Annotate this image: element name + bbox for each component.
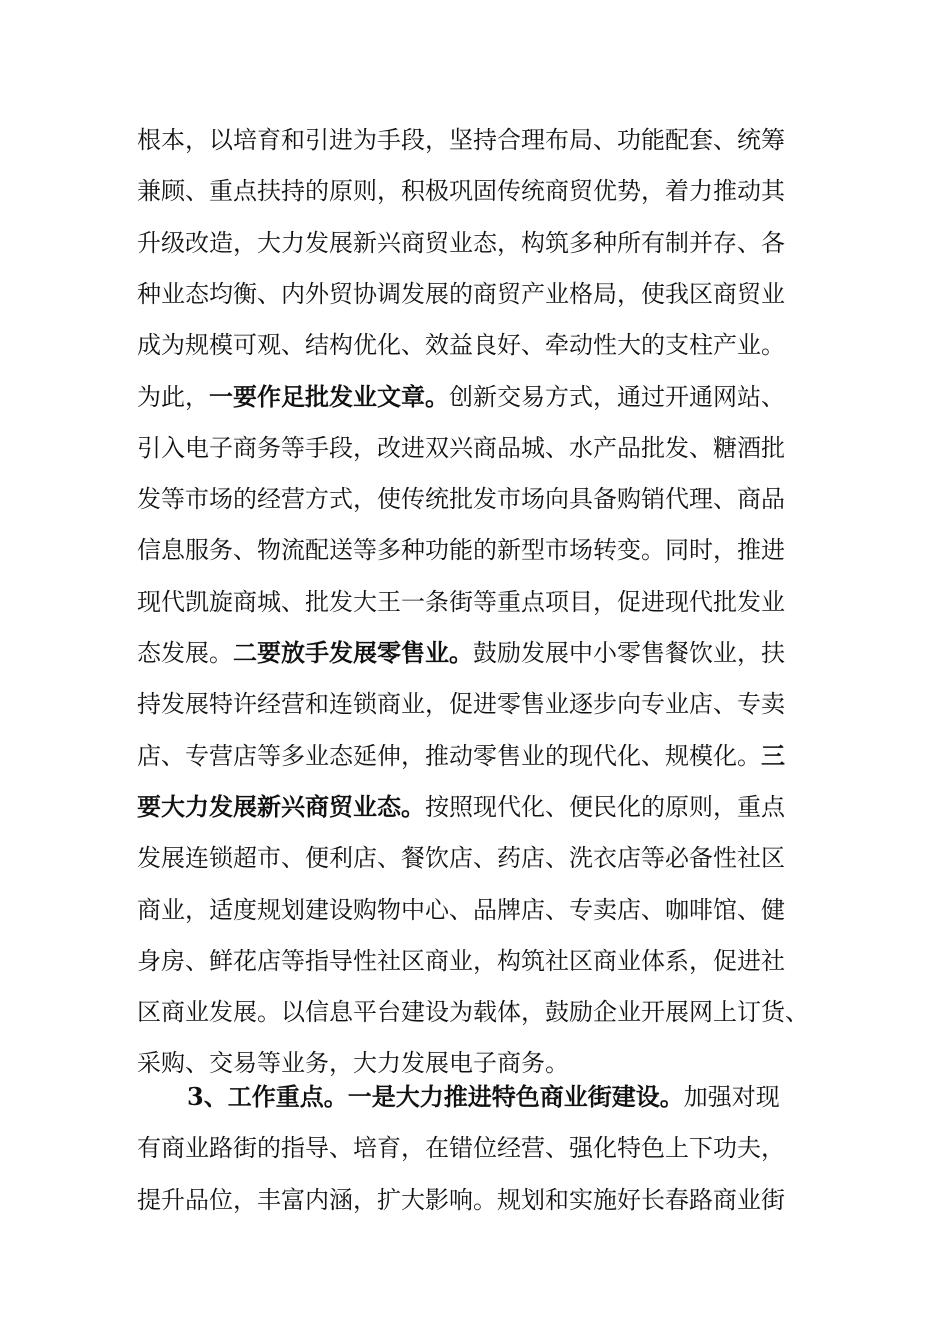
bold-text-segment: 二要放手发展零售业。: [233, 638, 473, 667]
text-segment: 提升品位，丰富内涵，扩大影响。规划和实施好长春路商业街: [137, 1185, 785, 1214]
text-segment: 发等市场的经营方式，使传统批发市场向具备购销代理、商品: [137, 485, 785, 514]
text-segment: 区商业发展。以信息平台建设为载体，鼓励企业开展网上订货、: [137, 998, 809, 1027]
text-segment: 现代凯旋商城、批发大王一条街等重点项目，促进现代批发业: [137, 587, 785, 616]
text-segment: 引入电子商务等手段，改进双兴商品城、水产品批发、糖酒批: [137, 433, 785, 462]
text-segment: 兼顾、重点扶持的原则，积极巩固传统商贸优势，着力推动其: [137, 177, 785, 206]
text-segment: 根本，以培育和引进为手段，坚持合理布局、功能配套、统筹: [137, 126, 785, 154]
text-line: [137, 171, 785, 211]
text-segment: 成为规模可观、结构优化、效益良好、牵动性大的支柱产业。: [137, 331, 785, 360]
text-segment: 持发展特许经营和连锁商业，促进零售业逐步向专业店、专卖: [137, 690, 785, 719]
text-segment: 采购、交易等业务，大力发展电子商务。: [137, 1049, 569, 1078]
text-line: [137, 684, 785, 724]
text-line: [137, 838, 785, 878]
bold-text-segment: 3、工作重点。一是大力推进特色商业街建设。: [187, 1082, 684, 1111]
text-line: [137, 992, 809, 1032]
text-line: [137, 582, 785, 622]
text-line: [137, 530, 785, 570]
text-line: [137, 736, 785, 776]
text-segment: 按照现代化、便民化的原则，重点: [425, 792, 785, 821]
text-segment: 为此，: [137, 382, 209, 411]
text-line: [137, 120, 785, 160]
text-line: [137, 223, 785, 263]
text-segment: 创新交易方式，通过开通网站、: [449, 382, 785, 411]
text-segment: 信息服务、物流配送等多种功能的新型市场转变。同时，推进: [137, 536, 785, 565]
text-line: [137, 941, 785, 981]
text-line: [137, 633, 785, 673]
text-line: [187, 1077, 780, 1117]
text-segment: 发展连锁超市、便利店、餐饮店、药店、洗衣店等必备性社区: [137, 844, 785, 873]
text-line: [137, 377, 785, 417]
text-line: [137, 325, 785, 365]
text-segment: 加强对现: [683, 1083, 780, 1111]
text-line: [137, 479, 785, 519]
text-line: [137, 1128, 785, 1168]
text-line: [137, 787, 785, 827]
bold-text-segment: 三: [761, 740, 785, 770]
text-segment: 身房、鲜花店等指导性社区商业，构筑社区商业体系，促进社: [137, 946, 785, 975]
text-segment: 升级改造，大力发展新兴商贸业态，构筑多种所有制并存、各: [137, 228, 785, 257]
text-line: [137, 890, 785, 930]
text-line: [137, 1180, 785, 1220]
text-segment: 种业态均衡、内外贸协调发展的商贸产业格局，使我区商贸业: [137, 279, 785, 308]
text-line: [137, 428, 785, 468]
text-segment: 鼓励发展中小零售餐饮业，扶: [473, 639, 785, 667]
text-segment: 店、专营店等多业态延伸，推动零售业的现代化、规模化。: [137, 741, 761, 770]
text-segment: 有商业路街的指导、培育，在错位经营、强化特色上下功夫，: [137, 1134, 785, 1163]
text-segment: 商业，适度规划建设购物中心、品牌店、专卖店、咖啡馆、健: [137, 895, 785, 924]
bold-text-segment: 一要作足批发业文章。: [209, 381, 449, 411]
text-segment: 态发展。: [137, 639, 233, 667]
bold-text-segment: 要大力发展新兴商贸业态。: [137, 791, 425, 821]
text-line: [137, 274, 785, 314]
